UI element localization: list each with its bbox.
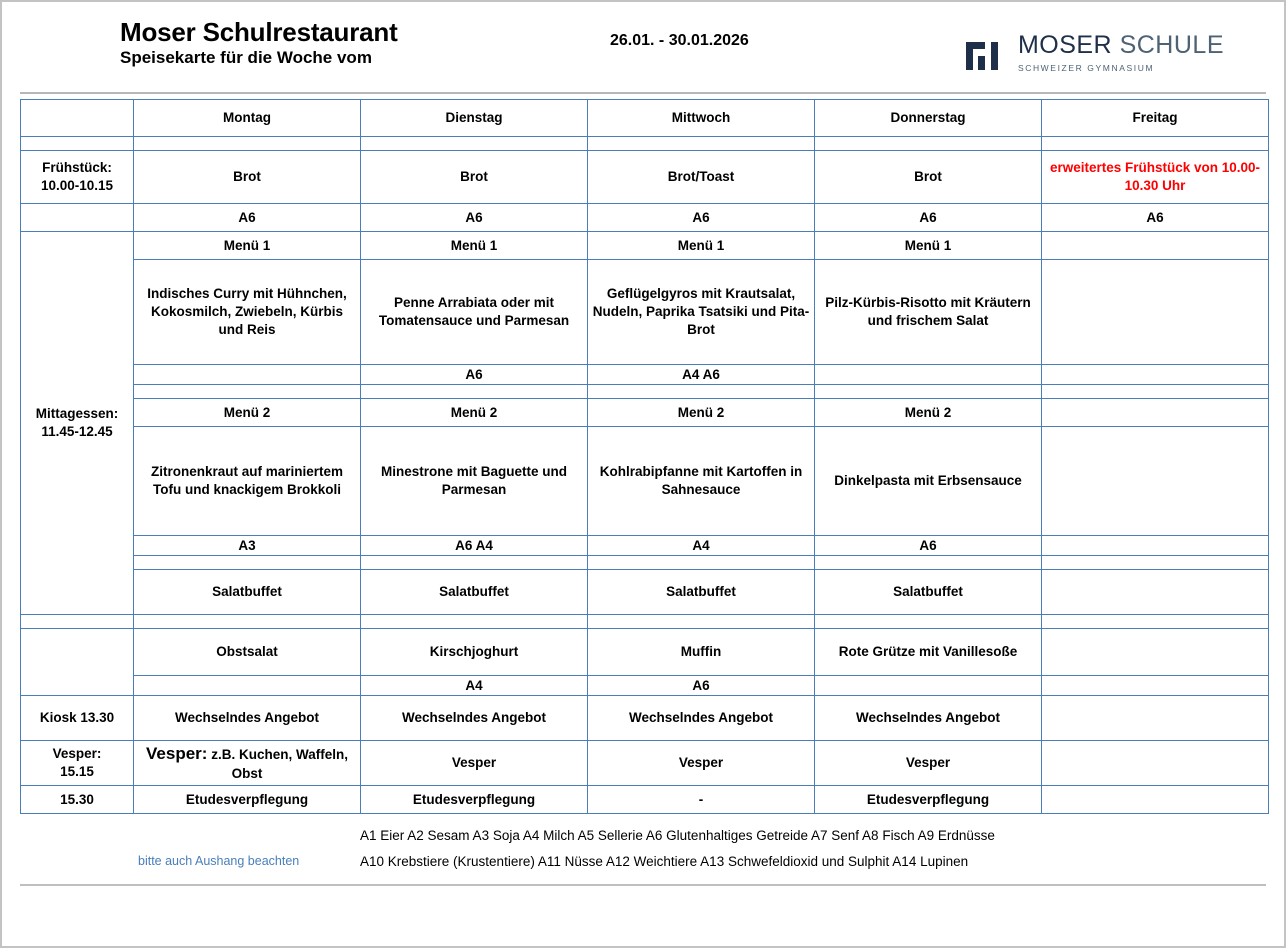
vesper-row — [21, 741, 1269, 786]
menu1-dish-freitag — [1042, 260, 1269, 365]
menu1-title-mittwoch: Menü 1 — [588, 232, 815, 260]
dessert-allergen-row — [21, 676, 1269, 696]
menu2-allergen-mittwoch: A4 — [588, 536, 815, 556]
spacer-cell — [588, 137, 815, 151]
dessert-allergen-mittwoch: A6 — [588, 676, 815, 696]
row-label-kiosk: Kiosk 13.30 — [21, 696, 134, 741]
table-header-row — [21, 100, 1269, 137]
etude-freitag — [1042, 786, 1269, 814]
breakfast-label-line1: Frühstück: — [42, 160, 112, 176]
spacer-cell — [134, 615, 361, 629]
menu2-dish-mittwoch: Kohlrabipfanne mit Kartoffen in Sahnesauce — [588, 427, 815, 536]
menu2-dish-row — [21, 427, 1269, 536]
spacer-cell — [588, 556, 815, 570]
menu1-allergen-mittwoch: A4 A6 — [588, 365, 815, 385]
menu1-dish-donnerstag: Pilz-Kürbis-Risotto mit Kräutern und frischem Salat — [815, 260, 1042, 365]
menu2-title-donnerstag: Menü 2 — [815, 399, 1042, 427]
menu1-dish-dienstag: Penne Arrabiata oder mit Tomatensauce und Parmesan — [361, 260, 588, 365]
row-label-dessert-blank — [21, 629, 134, 696]
week-date-range: 26.01. - 30.01.2026 — [610, 32, 749, 49]
spacer-cell — [361, 615, 588, 629]
salad-freitag — [1042, 570, 1269, 615]
spacer-cell — [134, 556, 361, 570]
dessert-freitag — [1042, 629, 1269, 676]
dessert-row — [21, 629, 1269, 676]
footer-note: bitte auch Aushang beachten — [138, 854, 300, 868]
menu1-allergen-montag — [134, 365, 361, 385]
dessert-donnerstag: Rote Grütze mit Vanillesoße — [815, 629, 1042, 676]
page-title: Moser Schulrestaurant — [120, 17, 398, 47]
menu2-dish-dienstag: Minestrone mit Baguette und Parmesan — [361, 427, 588, 536]
breakfast-freitag-notice: erweitertes Frühstück von 10.00-10.30 Uhr — [1042, 151, 1269, 204]
menu1-dish-mittwoch: Geflügelgyros mit Krautsalat, Nudeln, Paprika Tsatsiki und Pita-Brot — [588, 260, 815, 365]
allergen-legend-line2: A10 Krebstiere (Krustentiere) A11 Nüsse A12 Weichtiere A13 Schwefeldioxid und Sulphit A14 Lupinen — [360, 854, 969, 869]
logo-tagline: SCHWEIZER GYMNASIUM — [1017, 63, 1155, 73]
breakfast-montag: Brot — [134, 151, 361, 204]
menu2-dish-freitag — [1042, 427, 1269, 536]
menu2-title-row — [21, 399, 1269, 427]
vesper-montag — [134, 741, 361, 786]
menu2-dish-donnerstag: Dinkelpasta mit Erbsensauce — [815, 427, 1042, 536]
dessert-allergen-dienstag: A4 — [361, 676, 588, 696]
spacer-cell — [815, 615, 1042, 629]
menu1-allergen-row — [21, 365, 1269, 385]
spacer-cell — [1042, 615, 1269, 629]
salad-mittwoch: Salatbuffet — [588, 570, 815, 615]
menu1-title-dienstag: Menü 1 — [361, 232, 588, 260]
allergen-label-blank — [21, 204, 134, 232]
vesper-mittwoch: Vesper — [588, 741, 815, 786]
etude-row — [21, 786, 1269, 814]
row-label-breakfast — [21, 151, 134, 204]
row-label-vesper — [21, 741, 134, 786]
etude-mittwoch: - — [588, 786, 815, 814]
spacer-cell — [815, 137, 1042, 151]
spacer-row-2 — [21, 385, 1269, 399]
breakfast-allergen-mittwoch: A6 — [588, 204, 815, 232]
spacer-cell — [134, 137, 361, 151]
dessert-allergen-freitag — [1042, 676, 1269, 696]
menu2-allergen-freitag — [1042, 536, 1269, 556]
breakfast-dienstag: Brot — [361, 151, 588, 204]
weekly-menu-table — [20, 99, 1269, 814]
logo-wordmark-line — [1018, 33, 1224, 58]
kiosk-dienstag: Wechselndes Angebot — [361, 696, 588, 741]
moser-schule-logo — [964, 32, 1224, 73]
spacer-cell — [1042, 556, 1269, 570]
title-block — [120, 18, 398, 69]
vesper-label-line1: Vesper: — [52, 746, 102, 762]
etude-donnerstag: Etudesverpflegung — [815, 786, 1042, 814]
spacer-cell — [815, 556, 1042, 570]
breakfast-mittwoch: Brot/Toast — [588, 151, 815, 204]
vesper-dienstag: Vesper — [361, 741, 588, 786]
dessert-mittwoch: Muffin — [588, 629, 815, 676]
breakfast-allergen-dienstag: A6 — [361, 204, 588, 232]
vesper-label-line2: 15.15 — [60, 764, 94, 779]
breakfast-allergen-donnerstag: A6 — [815, 204, 1042, 232]
footer-divider — [20, 884, 1266, 886]
menu1-title-donnerstag: Menü 1 — [815, 232, 1042, 260]
etude-montag: Etudesverpflegung — [134, 786, 361, 814]
page-footer — [20, 820, 1266, 884]
spacer-cell — [1042, 385, 1269, 399]
breakfast-allergen-freitag: A6 — [1042, 204, 1269, 232]
spacer-row-3 — [21, 556, 1269, 570]
day-header-dienstag: Dienstag — [361, 100, 588, 137]
breakfast-label-line2: 10.00-10.15 — [40, 178, 114, 193]
salad-row — [21, 570, 1269, 615]
allergen-legend-line1: A1 Eier A2 Sesam A3 Soja A4 Milch A5 Sellerie A6 Glutenhaltiges Getreide A7 Senf A8 Fisch A9 Erdnüsse — [360, 828, 995, 843]
salad-dienstag: Salatbuffet — [361, 570, 588, 615]
etude-dienstag: Etudesverpflegung — [361, 786, 588, 814]
lunch-label-line1: Mittagessen: — [35, 406, 119, 422]
page-subtitle: Speisekarte für die Woche vom — [120, 48, 372, 68]
salad-donnerstag: Salatbuffet — [815, 570, 1042, 615]
spacer-cell — [815, 385, 1042, 399]
day-header-mittwoch: Mittwoch — [588, 100, 815, 137]
spacer-cell — [588, 615, 815, 629]
row-label-lunch — [21, 232, 134, 615]
menu2-title-montag: Menü 2 — [134, 399, 361, 427]
menu1-dish-montag: Indisches Curry mit Hühnchen, Kokosmilch, Zwiebeln, Kürbis und Reis — [134, 260, 361, 365]
page-header — [20, 10, 1266, 94]
spacer-label — [21, 137, 134, 151]
vesper-donnerstag: Vesper — [815, 741, 1042, 786]
menu1-allergen-dienstag: A6 — [361, 365, 588, 385]
menu2-dish-montag: Zitronenkraut auf mariniertem Tofu und knackigem Brokkoli — [134, 427, 361, 536]
breakfast-allergen-montag: A6 — [134, 204, 361, 232]
menu2-title-dienstag: Menü 2 — [361, 399, 588, 427]
spacer-row-4 — [21, 615, 1269, 629]
spacer-label — [21, 615, 134, 629]
breakfast-allergen-row — [21, 204, 1269, 232]
menu1-allergen-donnerstag — [815, 365, 1042, 385]
kiosk-mittwoch: Wechselndes Angebot — [588, 696, 815, 741]
kiosk-row — [21, 696, 1269, 741]
spacer-cell — [134, 385, 361, 399]
kiosk-freitag — [1042, 696, 1269, 741]
menu2-allergen-donnerstag: A6 — [815, 536, 1042, 556]
menu1-dish-row — [21, 260, 1269, 365]
vesper-freitag — [1042, 741, 1269, 786]
logo-word-schule: SCHULE — [1119, 31, 1224, 59]
dessert-allergen-donnerstag — [815, 676, 1042, 696]
spacer-cell — [361, 137, 588, 151]
breakfast-donnerstag: Brot — [815, 151, 1042, 204]
spacer-cell — [361, 385, 588, 399]
menu1-title-montag: Menü 1 — [134, 232, 361, 260]
spacer-cell — [588, 385, 815, 399]
menu2-title-mittwoch: Menü 2 — [588, 399, 815, 427]
breakfast-row — [21, 151, 1269, 204]
spacer-cell — [1042, 137, 1269, 151]
menu2-title-freitag — [1042, 399, 1269, 427]
menu2-allergen-row — [21, 536, 1269, 556]
dessert-allergen-montag — [134, 676, 361, 696]
dessert-dienstag: Kirschjoghurt — [361, 629, 588, 676]
logo-word-schule-wrap — [1112, 31, 1224, 59]
lunch-label-line2: 11.45-12.45 — [41, 424, 113, 439]
logo-wordmark — [1018, 32, 1224, 73]
moser-schule-logo-mark-icon — [964, 32, 1008, 72]
day-header-montag: Montag — [134, 100, 361, 137]
row-label-etude: 15.30 — [21, 786, 134, 814]
menu2-allergen-dienstag: A6 A4 — [361, 536, 588, 556]
salad-montag: Salatbuffet — [134, 570, 361, 615]
menu1-title-row — [21, 232, 1269, 260]
day-header-donnerstag: Donnerstag — [815, 100, 1042, 137]
kiosk-donnerstag: Wechselndes Angebot — [815, 696, 1042, 741]
spacer-row-1 — [21, 137, 1269, 151]
spacer-cell — [361, 556, 588, 570]
vesper-montag-bold: Vesper: — [146, 743, 208, 763]
vesper-montag-detail: z.B. Kuchen, Waffeln, Obst — [207, 746, 348, 782]
menu1-title-freitag — [1042, 232, 1269, 260]
logo-word-moser: MOSER — [1017, 31, 1113, 59]
menu2-allergen-montag: A3 — [134, 536, 361, 556]
dessert-montag: Obstsalat — [134, 629, 361, 676]
kiosk-montag: Wechselndes Angebot — [134, 696, 361, 741]
menu1-allergen-freitag — [1042, 365, 1269, 385]
day-header-freitag: Freitag — [1042, 100, 1269, 137]
corner-cell — [21, 100, 134, 137]
